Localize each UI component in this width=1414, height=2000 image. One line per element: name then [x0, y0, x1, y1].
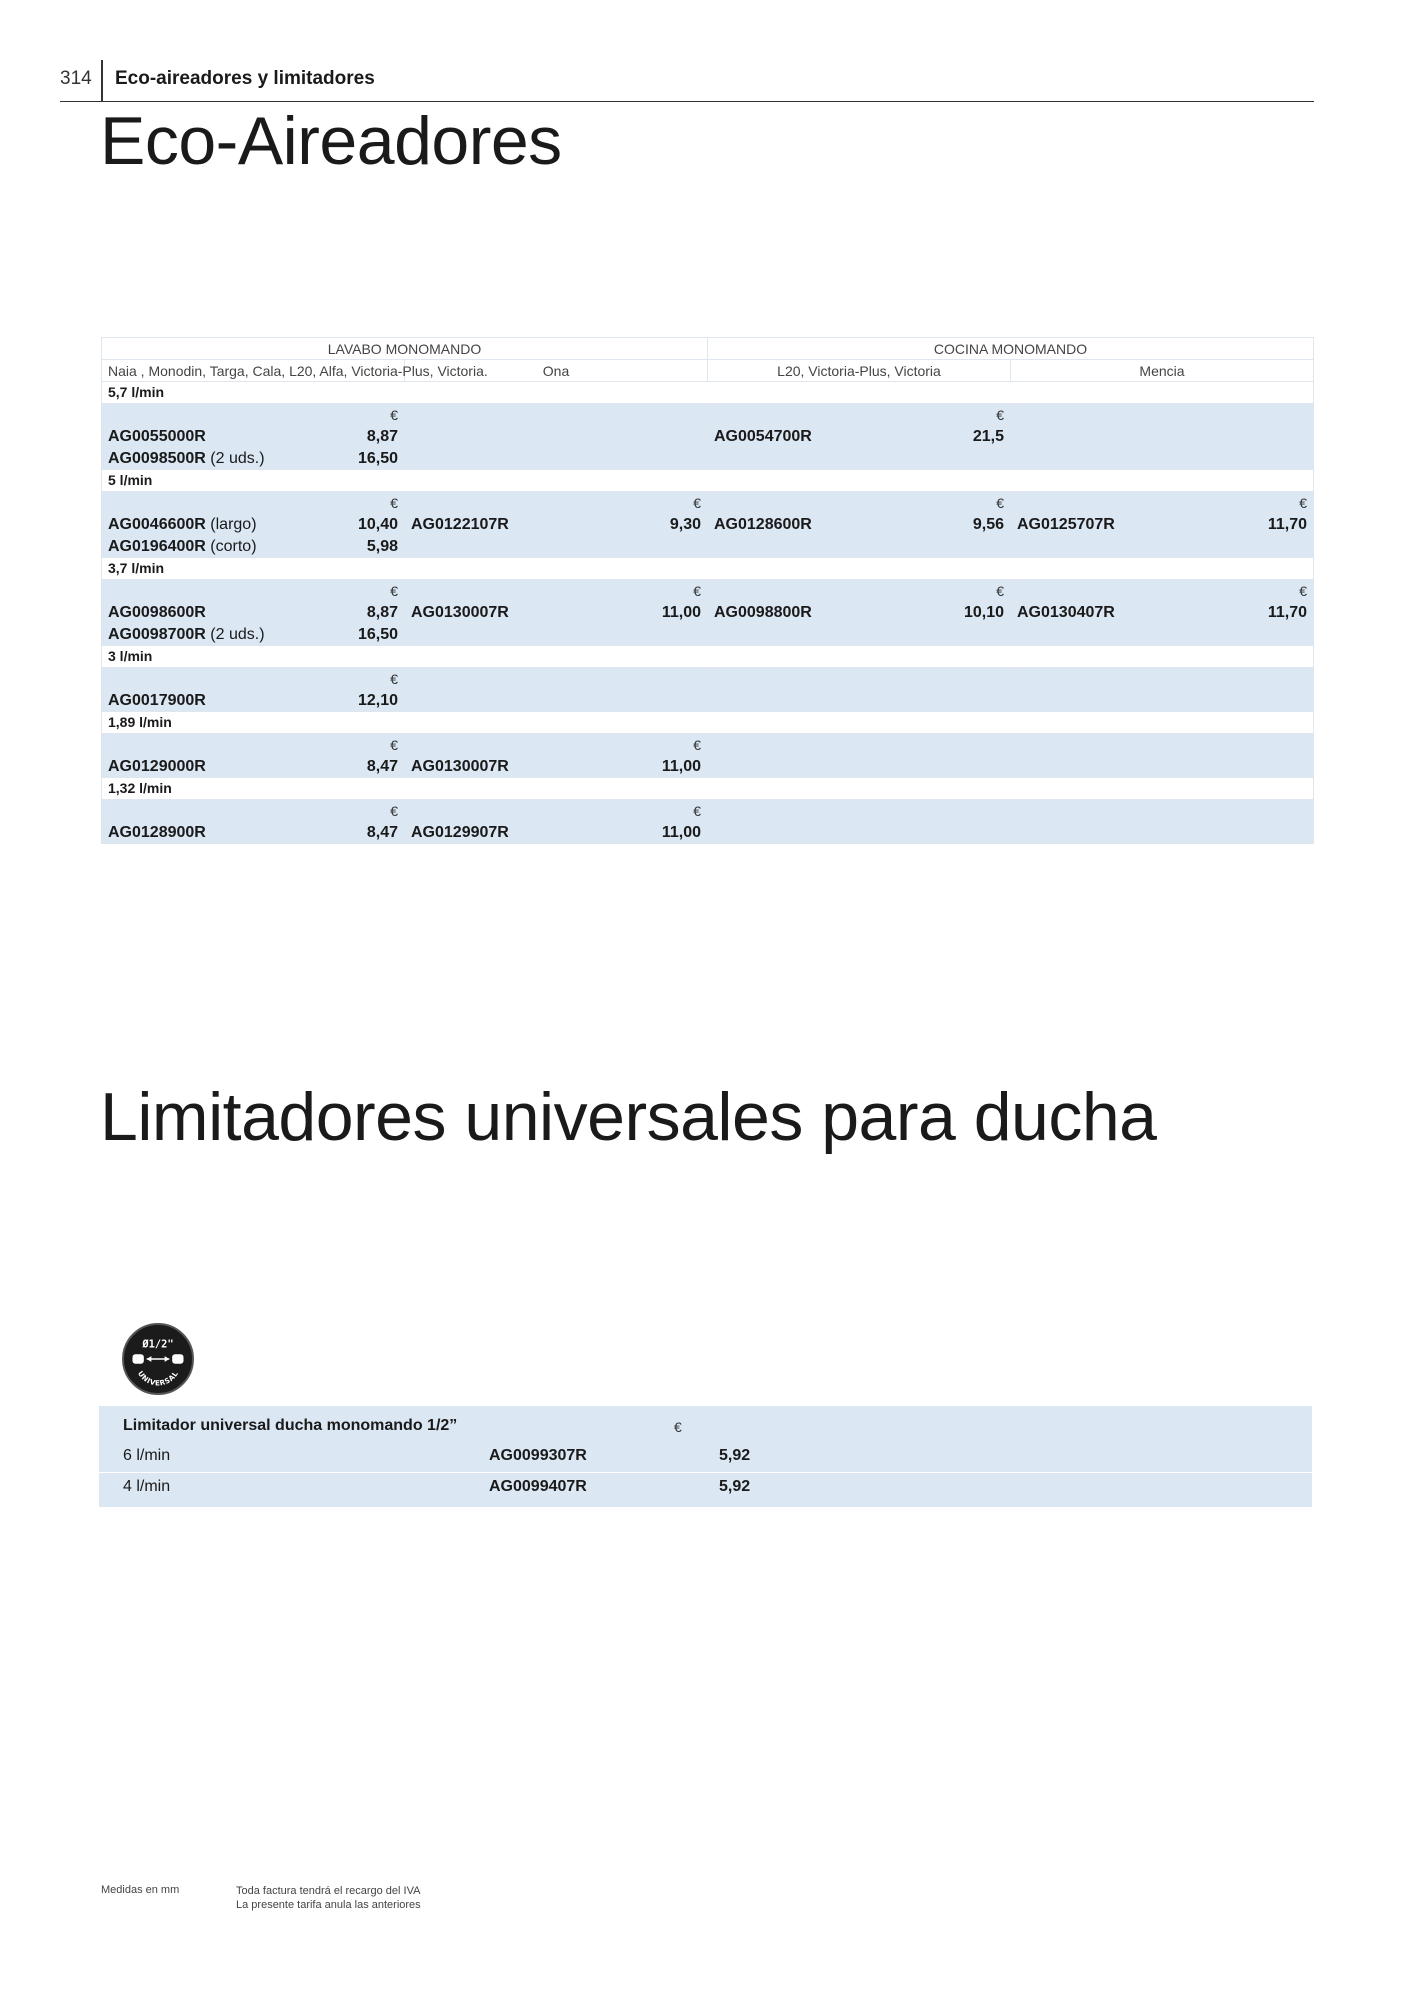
product-code: AG0130407R	[1017, 603, 1115, 621]
product-price: 10,40	[357, 515, 398, 533]
product-code: AG0017900R	[108, 691, 206, 709]
product-cell	[102, 426, 405, 448]
currency-label: €	[708, 404, 1011, 426]
product-price: 21,5	[972, 427, 1004, 445]
empty-cell	[405, 426, 708, 448]
universal-badge-graphic	[124, 1325, 192, 1393]
product-cell	[102, 514, 405, 536]
table-row	[102, 602, 1314, 624]
product-code: AG0046600R	[108, 515, 206, 533]
product-note: (corto)	[205, 537, 257, 555]
empty-cell	[405, 624, 708, 646]
product-cell	[102, 690, 405, 712]
empty-cell	[708, 800, 1011, 822]
empty-cell	[1011, 800, 1314, 822]
empty-cell	[1011, 756, 1314, 778]
currency-label: €	[1011, 580, 1314, 602]
currency-label: €	[708, 492, 1011, 514]
flow-label: 1,32 l/min	[108, 779, 172, 796]
empty-cell	[405, 448, 708, 470]
product-code: AG0128600R	[714, 515, 812, 533]
group-lavabo: LAVABO MONOMANDO	[102, 338, 708, 360]
product-code: AG0098500R	[108, 449, 206, 467]
limitador-table	[99, 1406, 1312, 1507]
product-cell	[708, 602, 1011, 624]
flow-cell	[102, 712, 1314, 734]
product-cell	[102, 624, 405, 646]
flow-label: 1,89 l/min	[108, 713, 172, 730]
empty-cell	[708, 690, 1011, 712]
currency-label: €	[1011, 492, 1314, 514]
empty-cell	[708, 822, 1011, 844]
table-row	[102, 624, 1314, 646]
currency-label: €	[405, 800, 708, 822]
flow-row	[102, 382, 1314, 404]
page-title-aireadores: Eco-Aireadores	[100, 103, 562, 179]
product-price: 8,47	[366, 823, 398, 841]
flow-rate: 4 l/min	[123, 1478, 171, 1495]
table-row	[99, 1473, 1312, 1503]
empty-cell	[1011, 448, 1314, 470]
product-cell	[708, 514, 1011, 536]
currency-label: €	[405, 580, 708, 602]
currency-row	[102, 668, 1314, 690]
empty-cell	[1011, 668, 1314, 690]
table-row	[102, 822, 1314, 844]
badge-arc-text: UNIVERSAL	[135, 1369, 180, 1388]
product-price: 11,70	[1267, 603, 1307, 621]
empty-cell	[1011, 536, 1314, 558]
flow-row	[102, 712, 1314, 734]
product-code: AG0122107R	[411, 515, 509, 533]
product-price: 11,00	[661, 757, 701, 775]
currency-label: €	[405, 734, 708, 756]
currency-label: €	[674, 1419, 682, 1435]
product-cell	[1011, 514, 1314, 536]
product-price: 11,70	[1267, 515, 1307, 533]
product-price: 8,87	[366, 427, 398, 445]
product-cell	[405, 822, 708, 844]
product-price: 5,92	[719, 1478, 751, 1495]
flow-cell	[102, 470, 1314, 492]
currency-label: €	[102, 800, 405, 822]
product-cell	[102, 536, 405, 558]
currency-row	[102, 800, 1314, 822]
product-code: AG0054700R	[714, 427, 812, 445]
empty-cell	[405, 690, 708, 712]
product-code: AG0098800R	[714, 603, 812, 621]
currency-row	[102, 580, 1314, 602]
product-note: (2 uds.)	[205, 449, 265, 467]
table-row	[99, 1442, 1312, 1472]
badge-size-text: Ø1/2"	[142, 1338, 174, 1351]
product-code: AG0196400R	[108, 537, 206, 555]
aireadores-table	[101, 337, 1314, 844]
product-price: 9,30	[669, 515, 701, 533]
product-price: 8,87	[366, 603, 398, 621]
column-header: Mencia	[1011, 360, 1314, 382]
product-code: AG0099407R	[489, 1478, 587, 1495]
empty-cell	[1011, 404, 1314, 426]
currency-label: €	[102, 492, 405, 514]
aireadores-grid	[101, 337, 1314, 844]
product-price: 10,10	[963, 603, 1004, 621]
currency-row	[102, 404, 1314, 426]
page-title-limitadores: Limitadores universales para ducha	[100, 1079, 1157, 1155]
product-code: AG0055000R	[108, 427, 206, 445]
table-row	[102, 426, 1314, 448]
flow-label: 5,7 l/min	[108, 383, 165, 400]
table-row	[102, 536, 1314, 558]
product-code: AG0125707R	[1017, 515, 1115, 533]
currency-label: €	[102, 580, 405, 602]
empty-cell	[1011, 690, 1314, 712]
flow-row	[102, 470, 1314, 492]
header-divider	[101, 60, 103, 102]
flow-cell	[102, 382, 1314, 404]
table-row	[102, 514, 1314, 536]
limitador-title: Limitador universal ducha monomando 1/2”	[123, 1417, 458, 1434]
empty-cell	[708, 734, 1011, 756]
product-cell	[1011, 602, 1314, 624]
product-note: (2 uds.)	[205, 625, 265, 643]
product-cell	[102, 756, 405, 778]
empty-cell	[405, 404, 708, 426]
table-row	[102, 690, 1314, 712]
footer-units: Medidas en mm	[101, 1884, 180, 1896]
empty-cell	[708, 624, 1011, 646]
product-price: 12,10	[357, 691, 398, 709]
product-code: AG0129000R	[108, 757, 206, 775]
currency-label: €	[102, 404, 405, 426]
product-code: AG0098600R	[108, 603, 206, 621]
column-header: Naia , Monodin, Targa, Cala, L20, Alfa, Victoria-Plus, Victoria.	[102, 360, 405, 382]
product-price: 5,92	[719, 1447, 751, 1464]
product-price: 16,50	[357, 625, 398, 643]
empty-cell	[1011, 624, 1314, 646]
product-code: AG0130007R	[411, 603, 509, 621]
currency-label: €	[708, 580, 1011, 602]
product-price: 11,00	[661, 603, 701, 621]
product-cell	[708, 426, 1011, 448]
limitador-title-row	[99, 1412, 1312, 1442]
product-cell	[405, 756, 708, 778]
product-price: 16,50	[357, 449, 398, 467]
currency-label: €	[102, 734, 405, 756]
svg-text:UNIVERSAL	[136, 1369, 180, 1387]
page-number: 314	[60, 68, 92, 89]
footer-notes	[236, 1884, 421, 1912]
column-header-row	[102, 360, 1314, 382]
empty-cell	[708, 536, 1011, 558]
group-header-row	[102, 338, 1314, 360]
column-header: L20, Victoria-Plus, Victoria	[708, 360, 1011, 382]
empty-cell	[405, 536, 708, 558]
empty-cell	[708, 668, 1011, 690]
flow-label: 5 l/min	[108, 471, 153, 488]
page-header	[60, 60, 1314, 102]
currency-row	[102, 734, 1314, 756]
universal-thread-icon	[122, 1323, 194, 1395]
flow-row	[102, 646, 1314, 668]
empty-cell	[1011, 426, 1314, 448]
currency-label: €	[102, 668, 405, 690]
flow-row	[102, 558, 1314, 580]
flow-label: 3 l/min	[108, 647, 153, 664]
currency-row	[102, 492, 1314, 514]
column-header: Ona	[405, 360, 708, 382]
footer-note-iva: Toda factura tendrá el recargo del IVA	[236, 1885, 421, 1897]
section-name: Eco-aireadores y limitadores	[115, 68, 375, 89]
empty-cell	[708, 756, 1011, 778]
flow-row	[102, 778, 1314, 800]
flow-label: 3,7 l/min	[108, 559, 165, 576]
flow-cell	[102, 646, 1314, 668]
product-price: 9,56	[972, 515, 1004, 533]
empty-cell	[405, 668, 708, 690]
table-row	[102, 448, 1314, 470]
empty-cell	[1011, 734, 1314, 756]
footer-note-tarifa: La presente tarifa anula las anteriores	[236, 1899, 421, 1911]
empty-cell	[708, 448, 1011, 470]
product-price: 11,00	[661, 823, 701, 841]
product-code: AG0099307R	[489, 1447, 587, 1464]
product-code: AG0129907R	[411, 823, 509, 841]
flow-rate: 6 l/min	[123, 1447, 171, 1464]
flow-cell	[102, 778, 1314, 800]
product-cell	[102, 602, 405, 624]
currency-label: €	[405, 492, 708, 514]
product-price: 5,98	[366, 537, 398, 555]
product-note: (largo)	[205, 515, 257, 533]
product-cell	[102, 822, 405, 844]
flow-cell	[102, 558, 1314, 580]
product-cell	[405, 602, 708, 624]
product-code: AG0098700R	[108, 625, 206, 643]
product-cell	[102, 448, 405, 470]
product-code: AG0130007R	[411, 757, 509, 775]
table-row	[102, 756, 1314, 778]
product-cell	[405, 514, 708, 536]
product-price: 8,47	[366, 757, 398, 775]
group-cocina: COCINA MONOMANDO	[708, 338, 1314, 360]
product-code: AG0128900R	[108, 823, 206, 841]
empty-cell	[1011, 822, 1314, 844]
